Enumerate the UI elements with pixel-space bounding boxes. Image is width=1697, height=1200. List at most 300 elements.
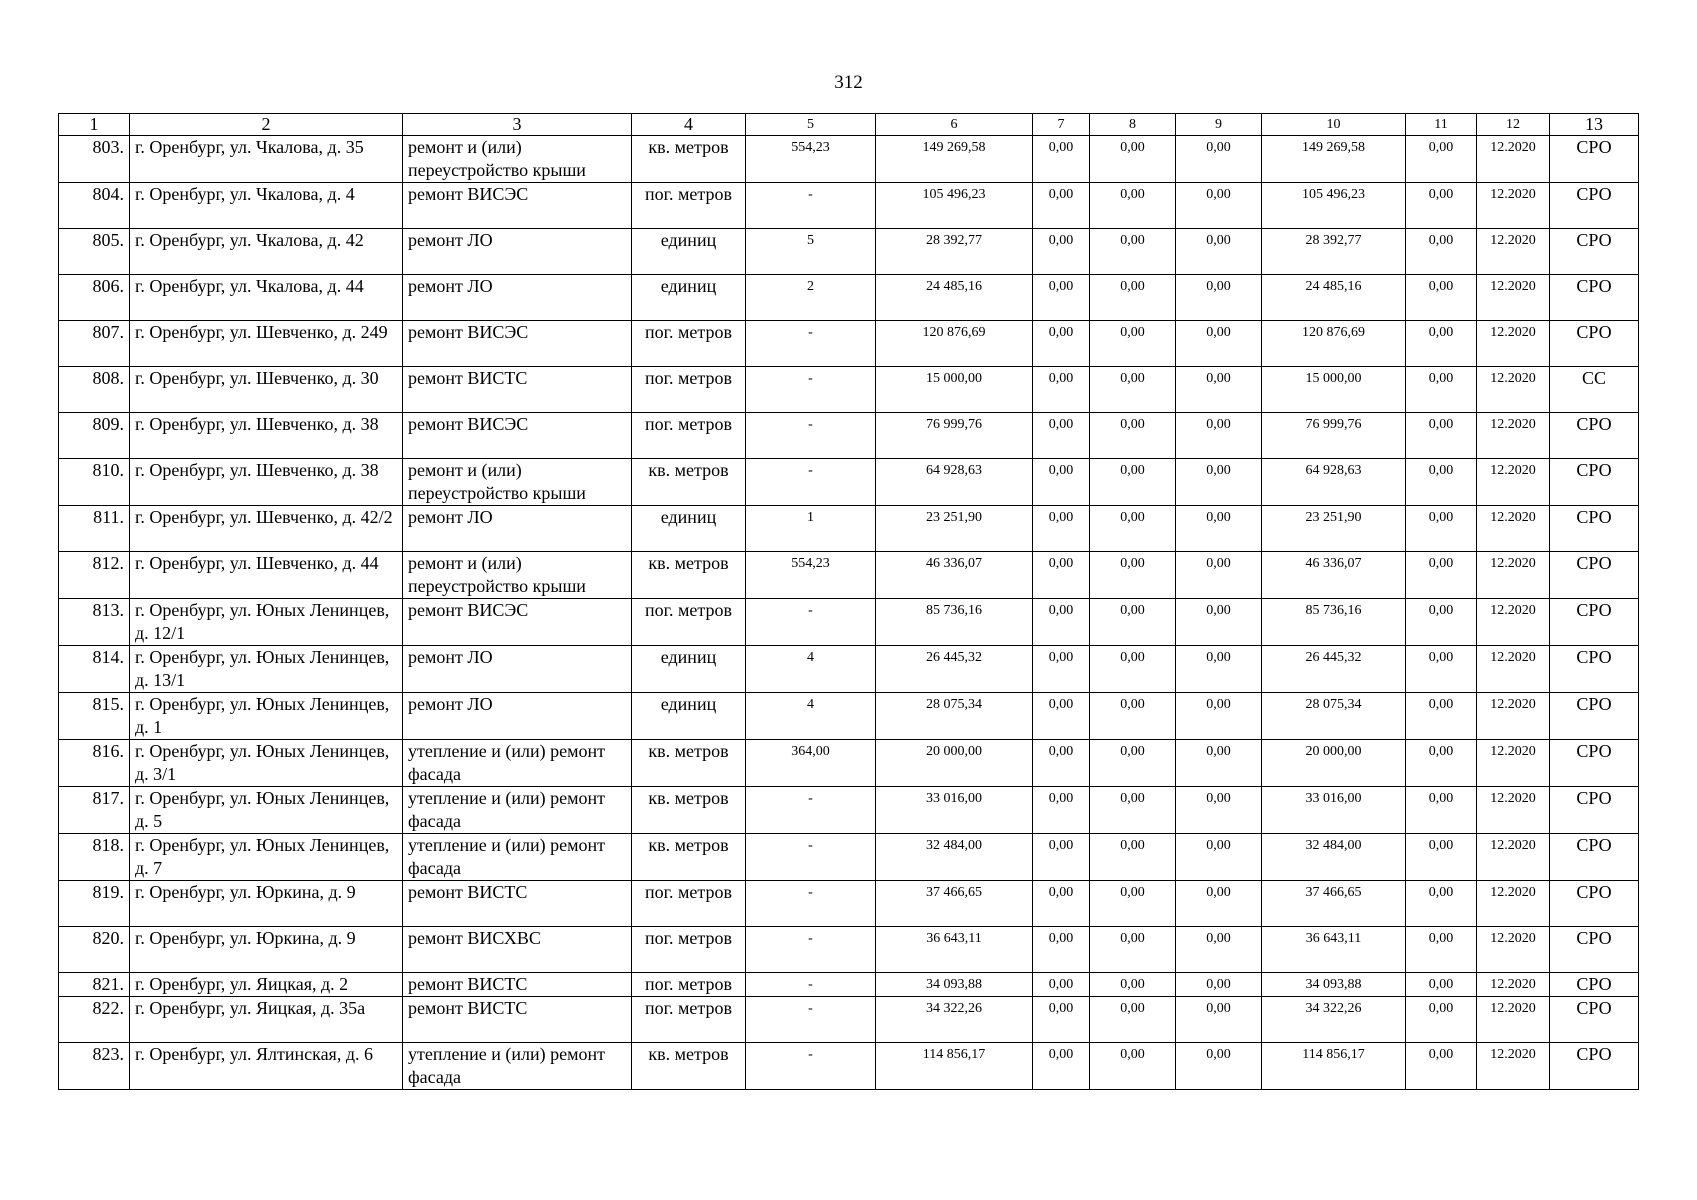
fund-cell: 0,00 xyxy=(1090,136,1176,183)
source-cell: СРО xyxy=(1550,413,1639,459)
fund-cell: 0,00 xyxy=(1176,740,1262,787)
column-header: 1 xyxy=(59,114,130,136)
address-cell: г. Оренбург, ул. Ялтинская, д. 6 xyxy=(130,1043,403,1090)
total-cost-cell: 24 485,16 xyxy=(876,275,1033,321)
fund-cell: 0,00 xyxy=(1406,787,1477,834)
fund-cell: 0,00 xyxy=(1033,646,1090,693)
quantity-cell: - xyxy=(746,413,876,459)
work-type-cell: ремонт и (или) переустройство крыши xyxy=(403,136,632,183)
row-number: 820. xyxy=(59,927,130,973)
repair-program-table xyxy=(58,113,1639,1090)
total-cost-cell: 37 466,65 xyxy=(876,881,1033,927)
fund-cell: 0,00 xyxy=(1176,997,1262,1043)
fund-cell: 0,00 xyxy=(1090,927,1176,973)
row-number: 814. xyxy=(59,646,130,693)
table-row xyxy=(59,506,1639,552)
unit-cell: пог. метров xyxy=(632,413,746,459)
fund-cell: 105 496,23 xyxy=(1262,183,1406,229)
source-cell: СРО xyxy=(1550,275,1639,321)
fund-cell: 0,00 xyxy=(1033,229,1090,275)
quantity-cell: 5 xyxy=(746,229,876,275)
completion-date-cell: 12.2020 xyxy=(1477,367,1550,413)
source-cell: СРО xyxy=(1550,881,1639,927)
address-cell: г. Оренбург, ул. Юных Ленинцев, д. 7 xyxy=(130,834,403,881)
row-number: 805. xyxy=(59,229,130,275)
total-cost-cell: 114 856,17 xyxy=(876,1043,1033,1090)
row-number: 817. xyxy=(59,787,130,834)
work-type-cell: ремонт ЛО xyxy=(403,275,632,321)
work-type-cell: ремонт и (или) переустройство крыши xyxy=(403,552,632,599)
quantity-cell: 2 xyxy=(746,275,876,321)
work-type-cell: ремонт ВИСЭС xyxy=(403,599,632,646)
unit-cell: единиц xyxy=(632,646,746,693)
source-cell: СРО xyxy=(1550,321,1639,367)
fund-cell: 0,00 xyxy=(1406,646,1477,693)
unit-cell: пог. метров xyxy=(632,183,746,229)
source-cell: СС xyxy=(1550,367,1639,413)
address-cell: г. Оренбург, ул. Юных Ленинцев, д. 5 xyxy=(130,787,403,834)
column-header: 8 xyxy=(1090,114,1176,136)
table-row xyxy=(59,275,1639,321)
fund-cell: 0,00 xyxy=(1033,413,1090,459)
fund-cell: 0,00 xyxy=(1033,693,1090,740)
fund-cell: 0,00 xyxy=(1406,367,1477,413)
work-type-cell: ремонт ВИСТС xyxy=(403,973,632,997)
fund-cell: 0,00 xyxy=(1090,787,1176,834)
address-cell: г. Оренбург, ул. Шевченко, д. 44 xyxy=(130,552,403,599)
fund-cell: 26 445,32 xyxy=(1262,646,1406,693)
work-type-cell: утепление и (или) ремонт фасада xyxy=(403,1043,632,1090)
work-type-cell: ремонт ЛО xyxy=(403,229,632,275)
unit-cell: пог. метров xyxy=(632,321,746,367)
table-row xyxy=(59,552,1639,599)
fund-cell: 0,00 xyxy=(1033,997,1090,1043)
column-header: 11 xyxy=(1406,114,1477,136)
address-cell: г. Оренбург, ул. Чкалова, д. 4 xyxy=(130,183,403,229)
column-header: 10 xyxy=(1262,114,1406,136)
fund-cell: 0,00 xyxy=(1033,136,1090,183)
source-cell: СРО xyxy=(1550,834,1639,881)
total-cost-cell: 120 876,69 xyxy=(876,321,1033,367)
unit-cell: единиц xyxy=(632,693,746,740)
fund-cell: 0,00 xyxy=(1406,229,1477,275)
fund-cell: 0,00 xyxy=(1033,787,1090,834)
fund-cell: 23 251,90 xyxy=(1262,506,1406,552)
fund-cell: 0,00 xyxy=(1033,552,1090,599)
row-number: 815. xyxy=(59,693,130,740)
fund-cell: 0,00 xyxy=(1033,599,1090,646)
source-cell: СРО xyxy=(1550,552,1639,599)
table-row xyxy=(59,740,1639,787)
fund-cell: 0,00 xyxy=(1176,881,1262,927)
fund-cell: 46 336,07 xyxy=(1262,552,1406,599)
fund-cell: 0,00 xyxy=(1090,183,1176,229)
fund-cell: 0,00 xyxy=(1090,740,1176,787)
total-cost-cell: 149 269,58 xyxy=(876,136,1033,183)
source-cell: СРО xyxy=(1550,646,1639,693)
work-type-cell: ремонт ЛО xyxy=(403,693,632,740)
fund-cell: 0,00 xyxy=(1090,321,1176,367)
fund-cell: 0,00 xyxy=(1176,136,1262,183)
fund-cell: 149 269,58 xyxy=(1262,136,1406,183)
total-cost-cell: 15 000,00 xyxy=(876,367,1033,413)
fund-cell: 0,00 xyxy=(1176,275,1262,321)
unit-cell: пог. метров xyxy=(632,881,746,927)
row-number: 822. xyxy=(59,997,130,1043)
total-cost-cell: 85 736,16 xyxy=(876,599,1033,646)
address-cell: г. Оренбург, ул. Яицкая, д. 35а xyxy=(130,997,403,1043)
total-cost-cell: 36 643,11 xyxy=(876,927,1033,973)
quantity-cell: - xyxy=(746,367,876,413)
fund-cell: 33 016,00 xyxy=(1262,787,1406,834)
unit-cell: кв. метров xyxy=(632,136,746,183)
fund-cell: 28 392,77 xyxy=(1262,229,1406,275)
work-type-cell: ремонт ВИСЭС xyxy=(403,413,632,459)
completion-date-cell: 12.2020 xyxy=(1477,552,1550,599)
work-type-cell: ремонт ВИСЭС xyxy=(403,321,632,367)
row-number: 819. xyxy=(59,881,130,927)
fund-cell: 0,00 xyxy=(1176,927,1262,973)
table-row xyxy=(59,693,1639,740)
fund-cell: 37 466,65 xyxy=(1262,881,1406,927)
fund-cell: 120 876,69 xyxy=(1262,321,1406,367)
unit-cell: кв. метров xyxy=(632,552,746,599)
total-cost-cell: 34 093,88 xyxy=(876,973,1033,997)
total-cost-cell: 20 000,00 xyxy=(876,740,1033,787)
fund-cell: 0,00 xyxy=(1090,997,1176,1043)
table-row xyxy=(59,183,1639,229)
completion-date-cell: 12.2020 xyxy=(1477,881,1550,927)
table-row xyxy=(59,787,1639,834)
work-type-cell: ремонт ВИСТС xyxy=(403,367,632,413)
fund-cell: 0,00 xyxy=(1090,693,1176,740)
row-number: 823. xyxy=(59,1043,130,1090)
quantity-cell: - xyxy=(746,834,876,881)
source-cell: СРО xyxy=(1550,183,1639,229)
unit-cell: пог. метров xyxy=(632,367,746,413)
fund-cell: 0,00 xyxy=(1406,552,1477,599)
completion-date-cell: 12.2020 xyxy=(1477,693,1550,740)
completion-date-cell: 12.2020 xyxy=(1477,321,1550,367)
fund-cell: 0,00 xyxy=(1033,973,1090,997)
fund-cell: 0,00 xyxy=(1176,367,1262,413)
quantity-cell: - xyxy=(746,1043,876,1090)
completion-date-cell: 12.2020 xyxy=(1477,506,1550,552)
table-row xyxy=(59,413,1639,459)
fund-cell: 0,00 xyxy=(1033,927,1090,973)
table-row xyxy=(59,997,1639,1043)
fund-cell: 0,00 xyxy=(1406,413,1477,459)
completion-date-cell: 12.2020 xyxy=(1477,413,1550,459)
page-number: 312 xyxy=(834,72,863,93)
fund-cell: 0,00 xyxy=(1406,693,1477,740)
quantity-cell: - xyxy=(746,321,876,367)
work-type-cell: ремонт ВИСЭС xyxy=(403,183,632,229)
fund-cell: 0,00 xyxy=(1033,506,1090,552)
work-type-cell: ремонт и (или) переустройство крыши xyxy=(403,459,632,506)
source-cell: СРО xyxy=(1550,693,1639,740)
address-cell: г. Оренбург, ул. Шевченко, д. 249 xyxy=(130,321,403,367)
fund-cell: 32 484,00 xyxy=(1262,834,1406,881)
address-cell: г. Оренбург, ул. Чкалова, д. 35 xyxy=(130,136,403,183)
fund-cell: 0,00 xyxy=(1406,997,1477,1043)
completion-date-cell: 12.2020 xyxy=(1477,459,1550,506)
completion-date-cell: 12.2020 xyxy=(1477,740,1550,787)
address-cell: г. Оренбург, ул. Юркина, д. 9 xyxy=(130,927,403,973)
fund-cell: 0,00 xyxy=(1090,973,1176,997)
unit-cell: пог. метров xyxy=(632,997,746,1043)
source-cell: СРО xyxy=(1550,927,1639,973)
quantity-cell: 364,00 xyxy=(746,740,876,787)
fund-cell: 0,00 xyxy=(1176,973,1262,997)
row-number: 813. xyxy=(59,599,130,646)
quantity-cell: - xyxy=(746,881,876,927)
total-cost-cell: 105 496,23 xyxy=(876,183,1033,229)
fund-cell: 24 485,16 xyxy=(1262,275,1406,321)
fund-cell: 0,00 xyxy=(1033,275,1090,321)
fund-cell: 34 093,88 xyxy=(1262,973,1406,997)
fund-cell: 0,00 xyxy=(1090,646,1176,693)
fund-cell: 76 999,76 xyxy=(1262,413,1406,459)
row-number: 816. xyxy=(59,740,130,787)
total-cost-cell: 28 392,77 xyxy=(876,229,1033,275)
work-type-cell: ремонт ЛО xyxy=(403,506,632,552)
row-number: 818. xyxy=(59,834,130,881)
source-cell: СРО xyxy=(1550,740,1639,787)
fund-cell: 0,00 xyxy=(1090,413,1176,459)
table-row xyxy=(59,1043,1639,1090)
total-cost-cell: 76 999,76 xyxy=(876,413,1033,459)
fund-cell: 0,00 xyxy=(1090,506,1176,552)
total-cost-cell: 32 484,00 xyxy=(876,834,1033,881)
fund-cell: 0,00 xyxy=(1176,183,1262,229)
table-row xyxy=(59,927,1639,973)
fund-cell: 0,00 xyxy=(1406,599,1477,646)
unit-cell: кв. метров xyxy=(632,787,746,834)
fund-cell: 0,00 xyxy=(1090,275,1176,321)
source-cell: СРО xyxy=(1550,787,1639,834)
table-row xyxy=(59,321,1639,367)
quantity-cell: - xyxy=(746,787,876,834)
fund-cell: 0,00 xyxy=(1090,881,1176,927)
address-cell: г. Оренбург, ул. Шевченко, д. 38 xyxy=(130,413,403,459)
address-cell: г. Оренбург, ул. Юных Ленинцев, д. 12/1 xyxy=(130,599,403,646)
unit-cell: кв. метров xyxy=(632,1043,746,1090)
column-header: 9 xyxy=(1176,114,1262,136)
fund-cell: 0,00 xyxy=(1176,1043,1262,1090)
fund-cell: 0,00 xyxy=(1406,275,1477,321)
source-cell: СРО xyxy=(1550,136,1639,183)
address-cell: г. Оренбург, ул. Яицкая, д. 2 xyxy=(130,973,403,997)
row-number: 804. xyxy=(59,183,130,229)
address-cell: г. Оренбург, ул. Чкалова, д. 42 xyxy=(130,229,403,275)
source-cell: СРО xyxy=(1550,599,1639,646)
fund-cell: 0,00 xyxy=(1033,321,1090,367)
fund-cell: 0,00 xyxy=(1033,881,1090,927)
fund-cell: 64 928,63 xyxy=(1262,459,1406,506)
quantity-cell: - xyxy=(746,183,876,229)
fund-cell: 0,00 xyxy=(1176,646,1262,693)
fund-cell: 0,00 xyxy=(1176,552,1262,599)
source-cell: СРО xyxy=(1550,973,1639,997)
unit-cell: единиц xyxy=(632,506,746,552)
quantity-cell: - xyxy=(746,973,876,997)
completion-date-cell: 12.2020 xyxy=(1477,927,1550,973)
work-type-cell: утепление и (или) ремонт фасада xyxy=(403,787,632,834)
completion-date-cell: 12.2020 xyxy=(1477,183,1550,229)
fund-cell: 0,00 xyxy=(1033,183,1090,229)
source-cell: СРО xyxy=(1550,229,1639,275)
fund-cell: 0,00 xyxy=(1090,834,1176,881)
fund-cell: 36 643,11 xyxy=(1262,927,1406,973)
fund-cell: 0,00 xyxy=(1176,459,1262,506)
unit-cell: единиц xyxy=(632,275,746,321)
fund-cell: 0,00 xyxy=(1406,459,1477,506)
fund-cell: 0,00 xyxy=(1406,321,1477,367)
fund-cell: 0,00 xyxy=(1176,321,1262,367)
work-type-cell: ремонт ВИСХВС xyxy=(403,927,632,973)
address-cell: г. Оренбург, ул. Юркина, д. 9 xyxy=(130,881,403,927)
fund-cell: 0,00 xyxy=(1406,506,1477,552)
column-header: 13 xyxy=(1550,114,1639,136)
column-header: 4 xyxy=(632,114,746,136)
quantity-cell: 554,23 xyxy=(746,136,876,183)
table-row xyxy=(59,229,1639,275)
fund-cell: 0,00 xyxy=(1406,973,1477,997)
work-type-cell: ремонт ВИСТС xyxy=(403,881,632,927)
fund-cell: 0,00 xyxy=(1176,506,1262,552)
table-row xyxy=(59,881,1639,927)
completion-date-cell: 12.2020 xyxy=(1477,787,1550,834)
total-cost-cell: 23 251,90 xyxy=(876,506,1033,552)
address-cell: г. Оренбург, ул. Шевченко, д. 42/2 xyxy=(130,506,403,552)
total-cost-cell: 26 445,32 xyxy=(876,646,1033,693)
fund-cell: 0,00 xyxy=(1406,183,1477,229)
quantity-cell: - xyxy=(746,459,876,506)
column-header: 7 xyxy=(1033,114,1090,136)
completion-date-cell: 12.2020 xyxy=(1477,275,1550,321)
table-row xyxy=(59,646,1639,693)
work-type-cell: ремонт ВИСТС xyxy=(403,997,632,1043)
fund-cell: 0,00 xyxy=(1090,552,1176,599)
completion-date-cell: 12.2020 xyxy=(1477,136,1550,183)
fund-cell: 0,00 xyxy=(1033,834,1090,881)
fund-cell: 0,00 xyxy=(1033,459,1090,506)
row-number: 812. xyxy=(59,552,130,599)
address-cell: г. Оренбург, ул. Юных Ленинцев, д. 13/1 xyxy=(130,646,403,693)
column-header: 6 xyxy=(876,114,1033,136)
fund-cell: 20 000,00 xyxy=(1262,740,1406,787)
fund-cell: 0,00 xyxy=(1090,229,1176,275)
quantity-cell: 4 xyxy=(746,646,876,693)
table-row xyxy=(59,136,1639,183)
fund-cell: 0,00 xyxy=(1176,693,1262,740)
unit-cell: пог. метров xyxy=(632,927,746,973)
row-number: 810. xyxy=(59,459,130,506)
fund-cell: 0,00 xyxy=(1176,834,1262,881)
address-cell: г. Оренбург, ул. Шевченко, д. 38 xyxy=(130,459,403,506)
fund-cell: 0,00 xyxy=(1090,1043,1176,1090)
completion-date-cell: 12.2020 xyxy=(1477,599,1550,646)
unit-cell: кв. метров xyxy=(632,834,746,881)
fund-cell: 0,00 xyxy=(1033,367,1090,413)
fund-cell: 0,00 xyxy=(1176,599,1262,646)
fund-cell: 0,00 xyxy=(1176,787,1262,834)
quantity-cell: 554,23 xyxy=(746,552,876,599)
unit-cell: пог. метров xyxy=(632,973,746,997)
row-number: 811. xyxy=(59,506,130,552)
table-row xyxy=(59,367,1639,413)
fund-cell: 0,00 xyxy=(1176,229,1262,275)
quantity-cell: - xyxy=(746,599,876,646)
fund-cell: 85 736,16 xyxy=(1262,599,1406,646)
source-cell: СРО xyxy=(1550,1043,1639,1090)
total-cost-cell: 64 928,63 xyxy=(876,459,1033,506)
fund-cell: 0,00 xyxy=(1406,834,1477,881)
source-cell: СРО xyxy=(1550,506,1639,552)
row-number: 806. xyxy=(59,275,130,321)
fund-cell: 28 075,34 xyxy=(1262,693,1406,740)
fund-cell: 0,00 xyxy=(1033,1043,1090,1090)
row-number: 807. xyxy=(59,321,130,367)
unit-cell: пог. метров xyxy=(632,599,746,646)
completion-date-cell: 12.2020 xyxy=(1477,646,1550,693)
quantity-cell: 4 xyxy=(746,693,876,740)
table-row xyxy=(59,599,1639,646)
total-cost-cell: 28 075,34 xyxy=(876,693,1033,740)
address-cell: г. Оренбург, ул. Чкалова, д. 44 xyxy=(130,275,403,321)
completion-date-cell: 12.2020 xyxy=(1477,834,1550,881)
fund-cell: 0,00 xyxy=(1406,881,1477,927)
fund-cell: 0,00 xyxy=(1406,927,1477,973)
work-type-cell: ремонт ЛО xyxy=(403,646,632,693)
total-cost-cell: 46 336,07 xyxy=(876,552,1033,599)
row-number: 803. xyxy=(59,136,130,183)
fund-cell: 0,00 xyxy=(1406,1043,1477,1090)
header-row xyxy=(59,114,1639,136)
table-row xyxy=(59,834,1639,881)
fund-cell: 0,00 xyxy=(1406,136,1477,183)
address-cell: г. Оренбург, ул. Шевченко, д. 30 xyxy=(130,367,403,413)
total-cost-cell: 34 322,26 xyxy=(876,997,1033,1043)
work-type-cell: утепление и (или) ремонт фасада xyxy=(403,740,632,787)
row-number: 808. xyxy=(59,367,130,413)
fund-cell: 0,00 xyxy=(1176,413,1262,459)
fund-cell: 0,00 xyxy=(1406,740,1477,787)
fund-cell: 34 322,26 xyxy=(1262,997,1406,1043)
quantity-cell: - xyxy=(746,997,876,1043)
source-cell: СРО xyxy=(1550,459,1639,506)
address-cell: г. Оренбург, ул. Юных Ленинцев, д. 3/1 xyxy=(130,740,403,787)
row-number: 821. xyxy=(59,973,130,997)
row-number: 809. xyxy=(59,413,130,459)
completion-date-cell: 12.2020 xyxy=(1477,973,1550,997)
column-header: 5 xyxy=(746,114,876,136)
fund-cell: 0,00 xyxy=(1090,459,1176,506)
table-row xyxy=(59,973,1639,997)
fund-cell: 0,00 xyxy=(1090,367,1176,413)
fund-cell: 0,00 xyxy=(1033,740,1090,787)
quantity-cell: - xyxy=(746,927,876,973)
unit-cell: кв. метров xyxy=(632,459,746,506)
work-type-cell: утепление и (или) ремонт фасада xyxy=(403,834,632,881)
source-cell: СРО xyxy=(1550,997,1639,1043)
column-header: 3 xyxy=(403,114,632,136)
quantity-cell: 1 xyxy=(746,506,876,552)
address-cell: г. Оренбург, ул. Юных Ленинцев, д. 1 xyxy=(130,693,403,740)
fund-cell: 114 856,17 xyxy=(1262,1043,1406,1090)
completion-date-cell: 12.2020 xyxy=(1477,1043,1550,1090)
